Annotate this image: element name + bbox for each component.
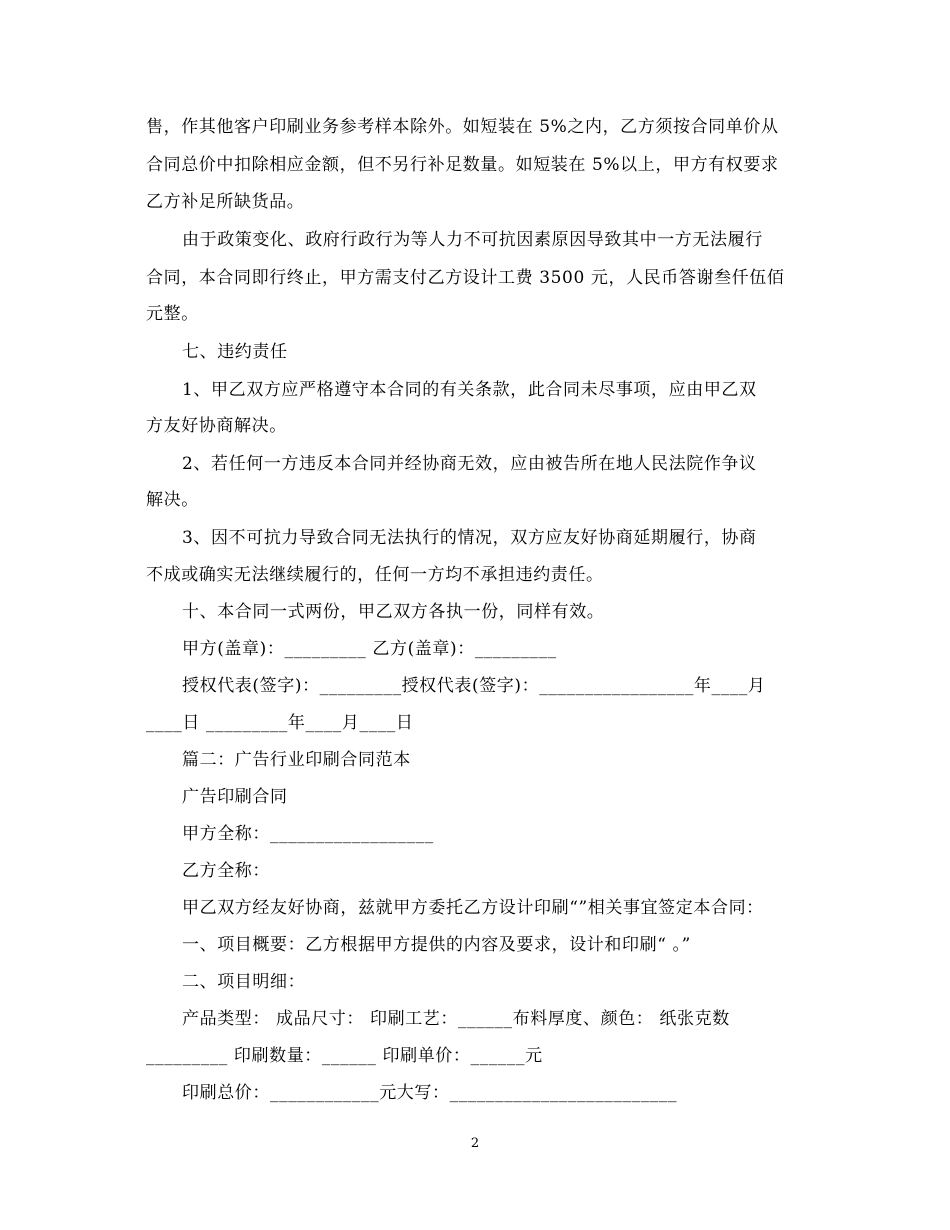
body-line: 一、项目概要：乙方根据甲方提供的内容及要求，设计和印刷“ 。” (182, 935, 691, 955)
body-line: 合同，本合同即行终止，甲方需支付乙方设计工费 3500 元，人民币答谢叁仟伍佰 (146, 268, 785, 288)
section-heading: 七、违约责任 (182, 342, 288, 362)
signature-line: 甲方(盖章)：_________ 乙方(盖章)：_________ (182, 639, 557, 659)
body-line: 1、甲乙双方应严格遵守本合同的有关条款，此合同未尽事项，应由甲乙双 (182, 380, 757, 400)
contract-title: 广告印刷合同 (182, 787, 288, 807)
body-line: 2、若任何一方违反本合同并经协商无效，应由被告所在地人民法院作争议 (182, 454, 757, 474)
body-line: 元整。 (146, 304, 199, 324)
party-a-name-line: 甲方全称：__________________ (182, 824, 434, 844)
section-heading: 篇二：广告行业印刷合同范本 (182, 750, 411, 770)
signature-line: 授权代表(签字)：_________授权代表(签字)：_________________年____月 (182, 676, 766, 696)
body-line: 产品类型： 成品尺寸： 印刷工艺：______布料厚度、颜色： 纸张克数 (182, 1009, 730, 1029)
date-line: ____日 _________年____月____日 (146, 713, 414, 733)
section-heading: 二、项目明细： (182, 972, 306, 992)
body-line: _________ 印刷数量：______ 印刷单价：______元 (146, 1046, 543, 1066)
body-line: 乙方补足所缺货品。 (146, 192, 305, 212)
body-line: 售，作其他客户印刷业务参考样本除外。如短装在 5%之内，乙方须按合同单价从 (146, 117, 779, 137)
page-number: 2 (470, 1136, 480, 1151)
body-line: 合同总价中扣除相应金额，但不另行补足数量。如短装在 5%以上，甲方有权要求 (146, 155, 779, 175)
body-line: 十、本合同一式两份，甲乙双方各执一份，同样有效。 (182, 602, 605, 622)
party-b-name-line: 乙方全称： (182, 861, 270, 881)
body-line: 甲乙双方经友好协商，兹就甲方委托乙方设计印刷“”相关事宜签定本合同： (182, 898, 764, 918)
body-line: 不成或确实无法继续履行的，任何一方均不承担违约责任。 (146, 565, 604, 585)
body-line: 解决。 (146, 490, 199, 510)
body-line: 印刷总价：____________元大写：_________________________ (182, 1083, 678, 1103)
body-line: 方友好协商解决。 (146, 416, 287, 436)
body-line: 3、因不可抗力导致合同无法执行的情况，双方应友好协商延期履行，协商 (182, 528, 757, 548)
body-line: 由于政策变化、政府行政行为等人力不可抗因素原因导致其中一方无法履行 (182, 230, 763, 250)
